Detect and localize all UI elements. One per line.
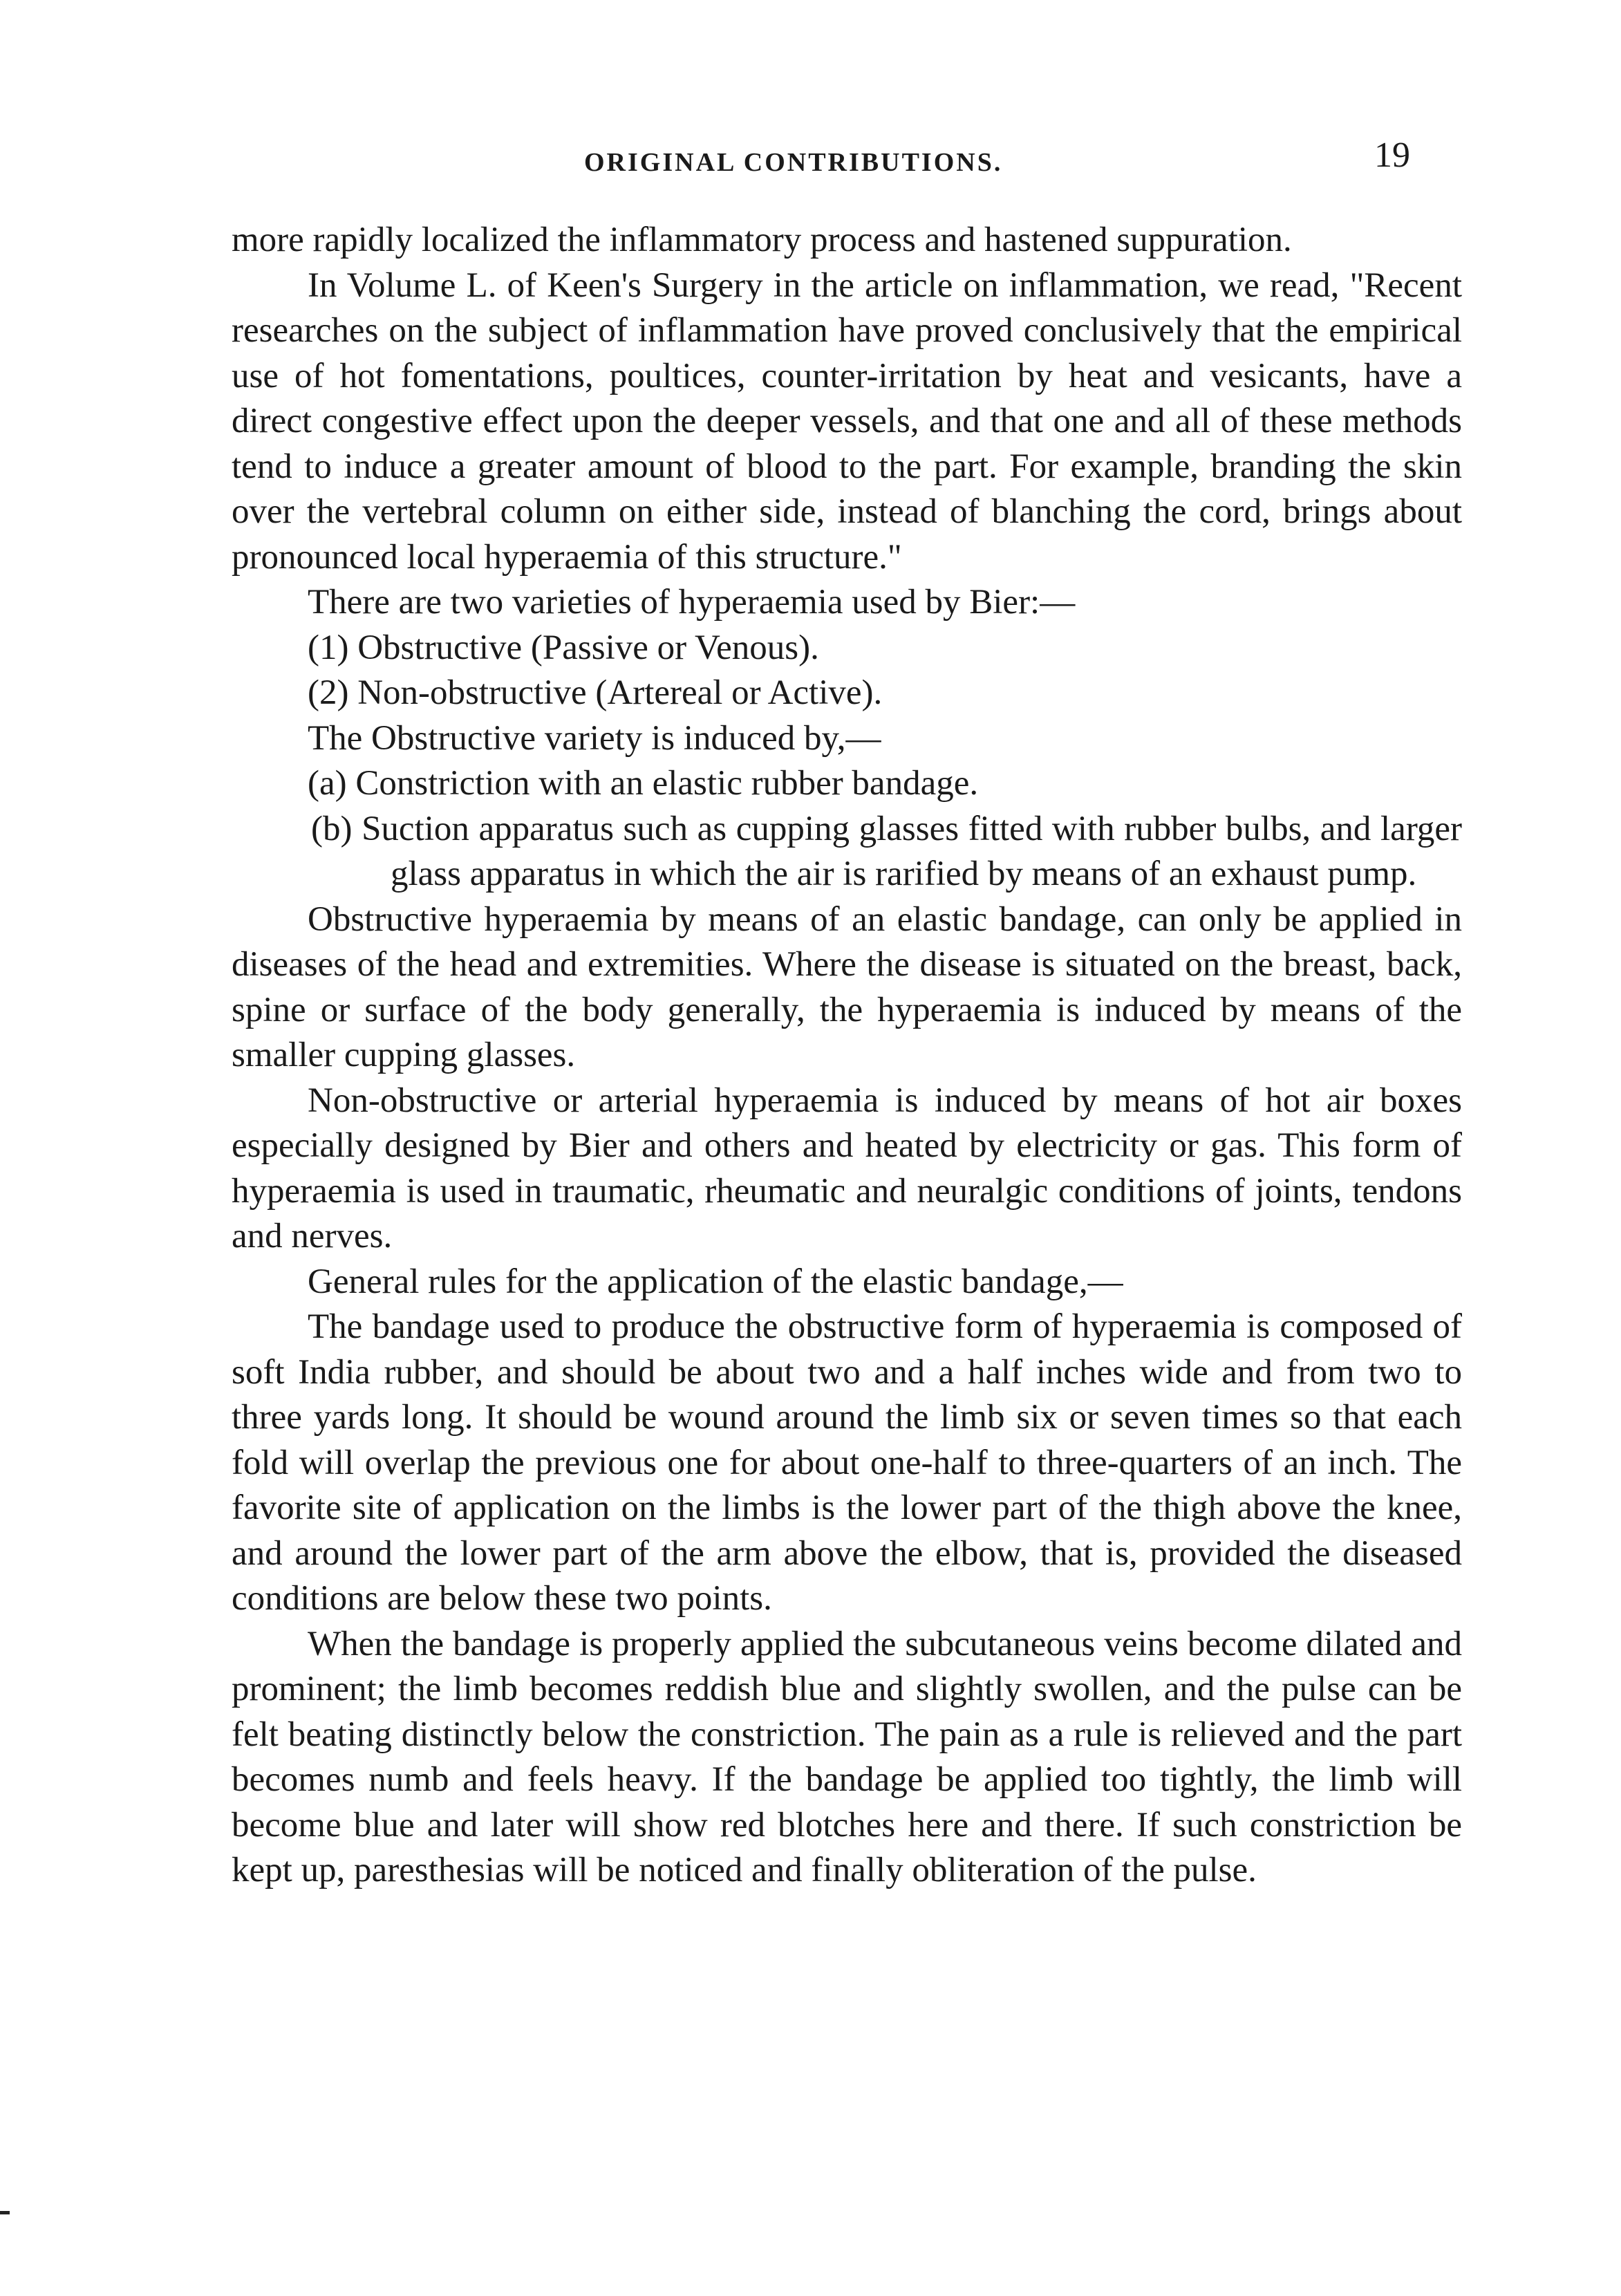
paragraph-obstructive-bandage: Obstructive hyperaemia by means of an elastic bandage, can only be applied in diseases of the head and extremities. Where the disease is situated on the breast, back, spine or surface of the body generally, the hyperaemia is induced by means of the smaller cupping glasses. [232,899,1462,1074]
page-header [0,135,1621,190]
paragraph-continuation: more rapidly localized the inflammatory process and hastened suppuration. [232,221,1292,259]
list-item-non-obstructive: (2) Non-obstructive (Artereal or Active). [308,673,883,712]
paragraph-non-obstructive: Non-obstructive or arterial hyperaemia is induced by means of hot air boxes especially designed by Bier and others and heated by electricity or gas. This form of hyperaemia is used in traumatic, rheumatic and neuralgic conditions of joints, tendons and nerves. [232,1081,1462,1256]
paragraph-keen-quote: In Volume L. of Keen's Surgery in the article on inflammation, we read, "Recent researches on the subject of inflammation have proved conclusively that the empirical use of hot fomentations, poultices, counter-irritation by heat and vesicants, have a direct congestive effect upon the deeper vessels, and that one and all of these methods tend to induce a greater amount of blood to the part. For example, branding the skin over the vertebral column on either side, instead of blanching the cord, brings about pronounced local hyperaemia of this structure." [232,265,1462,577]
list-item-constriction: (a) Constriction with an elastic rubber bandage. [308,764,979,803]
list-item-obstructive: (1) Obstructive (Passive or Venous). [308,628,819,667]
list-item-suction: (b) Suction apparatus such as cupping glasses fitted with rubber bulbs, and larger glass apparatus in which the air is rarified by means of an exhaust pump. [311,809,1462,893]
paragraph-varieties-intro: There are two varieties of hyperaemia used by Bier:— [308,583,1076,622]
running-head: ORIGINAL CONTRIBUTIONS. [584,148,1003,177]
paragraph-bandage-effects: When the bandage is properly applied the subcutaneous veins become dilated and prominent; the limb becomes reddish blue and slightly swollen, and the pulse can be felt beating distinctly below the constriction. The pain as a rule is relieved and the part becomes numb and feels heavy. If the bandage be applied too tightly, the limb will become blue and later will show red blotches here and there. If such constriction be kept up, paresthesias will be noticed and finally obliteration of the pulse. [232,1624,1462,1889]
paragraph-obstructive-intro: The Obstructive variety is induced by,— [308,718,881,758]
body-text [232,218,1462,1894]
margin-mark [0,2211,10,2214]
paragraph-bandage-description: The bandage used to produce the obstructive form of hyperaemia is composed of soft India rubber, and should be about two and a half inches wide and from two to three yards long. It should be wound around the limb six or seven times so that each fold will overlap the previous one for about one-half to three-quarters of an inch. The favorite site of application on the limbs is the lower part of the thigh above the knee, and around the lower part of the arm above the elbow, that is, provided the diseased conditions are below these two points. [232,1307,1462,1618]
page-number: 19 [1374,136,1410,175]
paragraph-general-rules: General rules for the application of the elastic bandage,— [308,1262,1123,1301]
